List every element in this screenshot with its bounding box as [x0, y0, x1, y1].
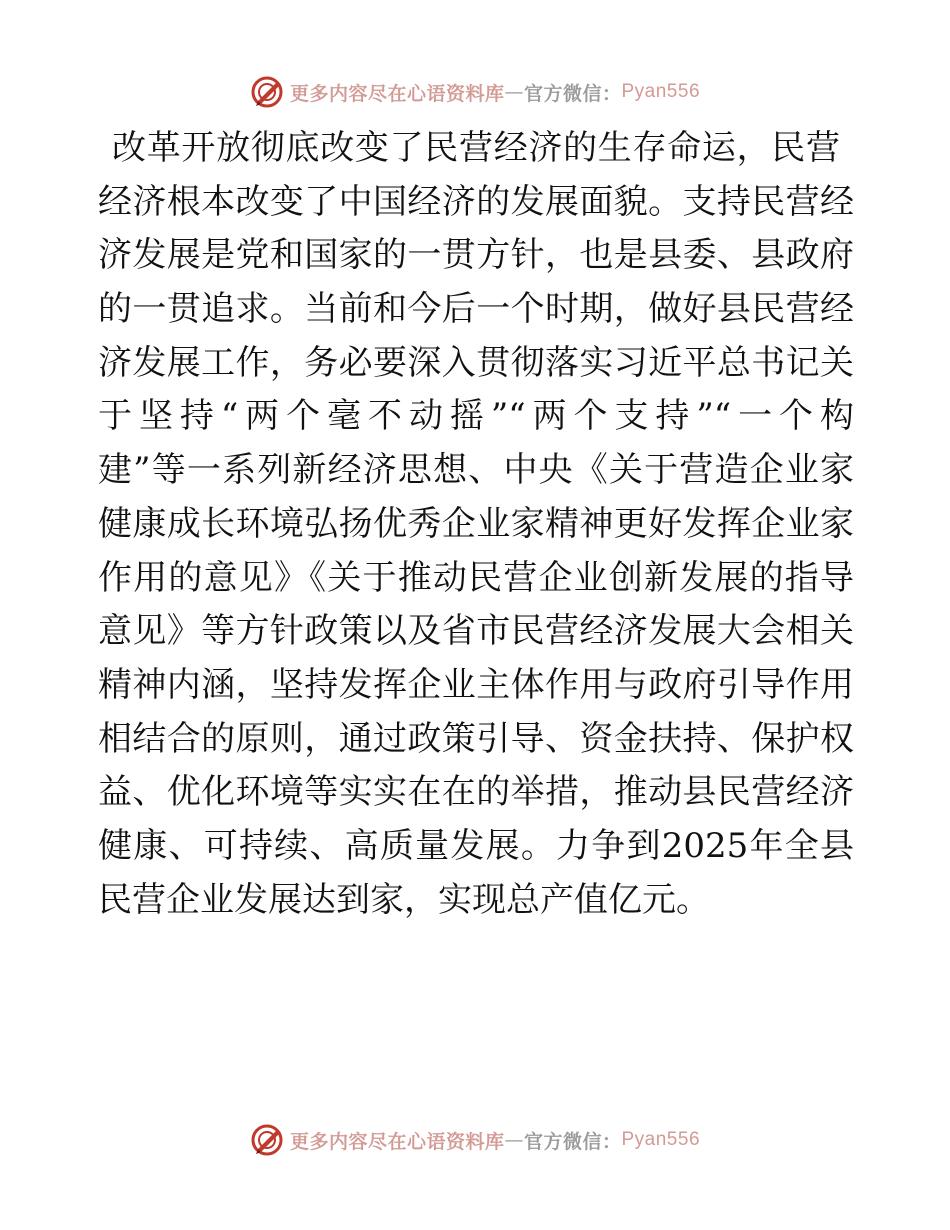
body-line-9: 作用的意见》《关于推动民营企业创新发展的指导	[98, 557, 854, 598]
body-line-10: 意见》等方针政策以及省市民营经济发展大会相关	[98, 611, 854, 652]
body-line-4: 的一贯追求。当前和今后一个时期，做好县民营经	[98, 289, 854, 330]
footer-banner-label: 官方微信：	[523, 1130, 622, 1153]
header-banner-wechat-id: Pyan556	[621, 81, 701, 102]
seal-pen-logo-icon	[250, 1123, 284, 1157]
body-line-15: 民营企业发展达到家，实现总产值亿元。	[98, 879, 710, 920]
body-line-3: 济发展是党和国家的一贯方针，也是县委、县政府	[98, 235, 854, 276]
header-banner-main: 更多内容尽在心语资料库	[289, 82, 505, 105]
body-line-7: 建”等一系列新经济思想、中央《关于营造企业家	[98, 450, 854, 491]
body-line-11: 精神内涵，坚持发挥企业主体作用与政府引导作用	[98, 664, 854, 705]
body-line-12: 相结合的原则，通过政策引导、资金扶持、保护权	[98, 718, 854, 759]
header-banner-dash: —	[504, 81, 524, 103]
footer-banner-text	[290, 1127, 700, 1154]
body-line-8: 健康成长环境弘扬优秀企业家精神更好发挥企业家	[98, 503, 854, 544]
body-line-2: 经济根本改变了中国经济的发展面貌。支持民营经	[98, 181, 854, 222]
header-banner-text	[290, 79, 700, 106]
footer-watermark-banner	[0, 1120, 950, 1160]
body-line-13: 益、优化环境等实实在在的举措，推动县民营经济	[98, 772, 854, 813]
body-line-1: 改革开放彻底改变了民营经济的生存命运，民营	[112, 128, 840, 168]
footer-banner-dash: —	[504, 1129, 524, 1151]
body-line-5: 济发展工作，务必要深入贯彻落实习近平总书记关	[98, 342, 854, 383]
header-watermark-banner	[0, 72, 950, 112]
footer-banner-main: 更多内容尽在心语资料库	[289, 1130, 505, 1153]
body-paragraph	[98, 122, 854, 927]
body-line-14: 健康、可持续、高质量发展。力争到2025年全县	[98, 825, 854, 866]
footer-banner-wechat-id: Pyan556	[621, 1129, 701, 1150]
header-banner-label: 官方微信：	[523, 82, 622, 105]
body-line-6: 于坚持“两个毫不动摇”“两个支持”“一个构	[98, 396, 854, 437]
seal-pen-logo-icon	[250, 75, 284, 109]
